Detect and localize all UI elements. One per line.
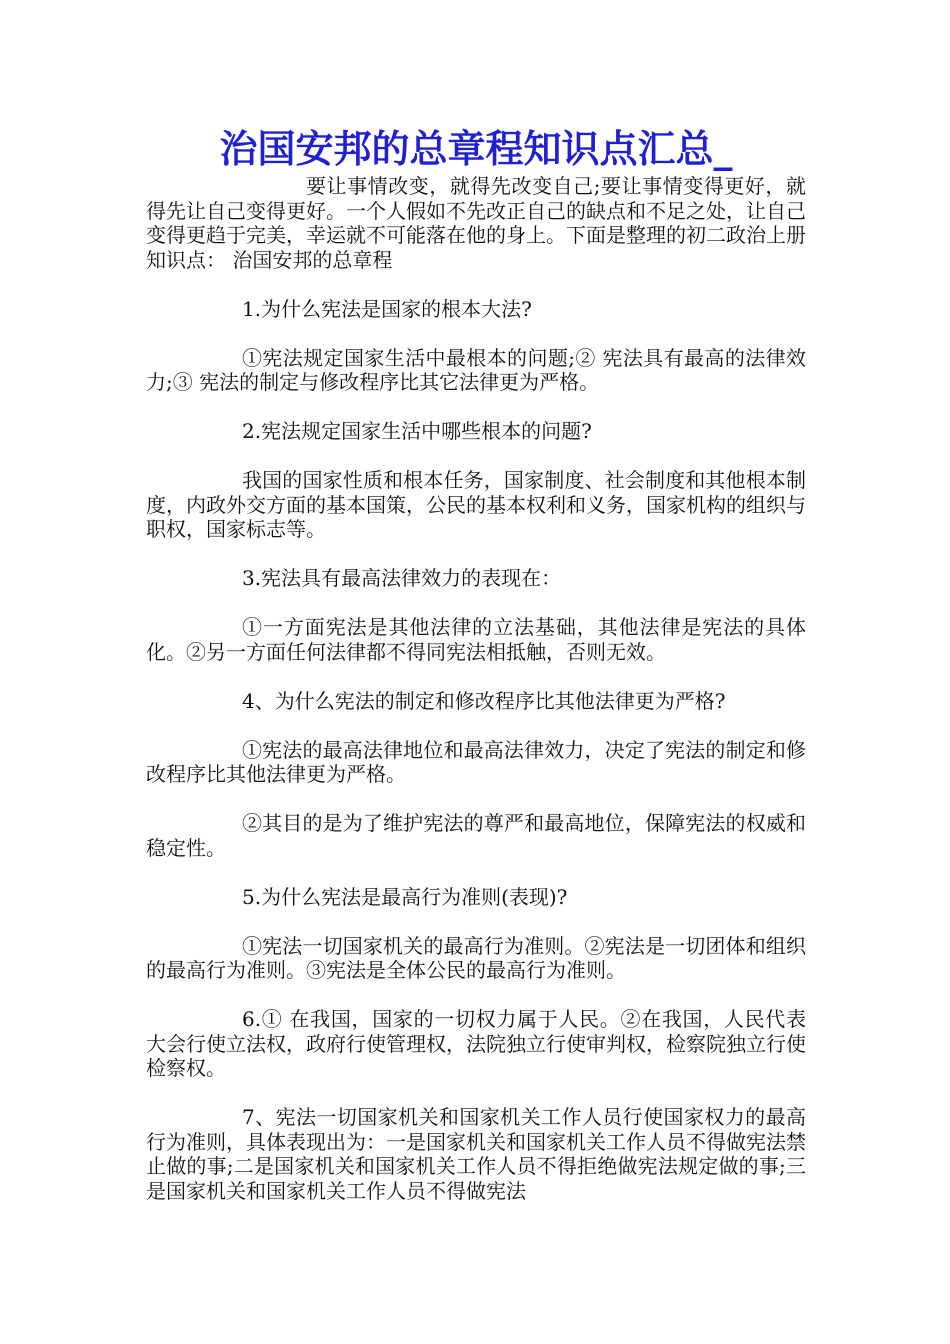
document-body bbox=[146, 174, 806, 1203]
point-6: 6.① 在我国，国家的一切权力属于人民。②在我国，人民代表大会行使立法权，政府行使管理权，法院独立行使审判权，检察院独立行使检察权。 bbox=[146, 1007, 806, 1080]
answer-3: ①一方面宪法是其他法律的立法基础，其他法律是宪法的具体化。②另一方面任何法律都不得同宪法相抵触，否则无效。 bbox=[146, 615, 806, 664]
question-2: 2.宪法规定国家生活中哪些根本的问题? bbox=[242, 419, 592, 443]
question-3: 3.宪法具有最高法律效力的表现在： bbox=[242, 566, 562, 590]
answer-5: ①宪法一切国家机关的最高行为准则。②宪法是一切团体和组织的最高行为准则。③宪法是全体公民的最高行为准则。 bbox=[146, 933, 806, 982]
question-4: 4、为什么宪法的制定和修改程序比其他法律更为严格? bbox=[242, 688, 726, 713]
point-7: 7、宪法一切国家机关和国家机关工作人员行使国家权力的最高行为准则，具体表现出为：一是国家机关和国家机关工作人员不得做宪法禁止做的事;二是国家机关和国家机关工作人员不得拒绝做宪法规定做的事;三是国家机关和国家机关工作人员不得做宪法 bbox=[146, 1105, 806, 1203]
answer-1: ①宪法规定国家生活中最根本的问题;② 宪法具有最高的法律效力;③ 宪法的制定与修改程序比其它法律更为严格。 bbox=[146, 345, 806, 394]
answer-4-part-2: ②其目的是为了维护宪法的尊严和最高地位，保障宪法的权威和稳定性。 bbox=[146, 811, 806, 860]
question-1: 1.为什么宪法是国家的根本大法? bbox=[242, 296, 532, 321]
answer-4-part-1: ①宪法的最高法律地位和最高法律效力，决定了宪法的制定和修改程序比其他法律更为严格。 bbox=[146, 737, 806, 786]
question-5: 5.为什么宪法是最高行为准则(表现)? bbox=[242, 884, 568, 909]
intro-paragraph: 要让事情改变，就得先改变自己;要让事情变得更好，就得先让自己变得更好。一个人假如不先改正自己的缺点和不足之处，让自己变得更趋于完美，幸运就不可能落在他的身上。下面是整理的初二政治上册知识点： 治国安邦的总章程 bbox=[146, 174, 806, 272]
document-title: 治国安邦的总章程知识点汇总_ bbox=[219, 126, 733, 171]
answer-2: 我国的国家性质和根本任务，国家制度、社会制度和其他根本制度，内政外交方面的基本国策，公民的基本权利和义务，国家机构的组织与职权，国家标志等。 bbox=[146, 468, 806, 541]
